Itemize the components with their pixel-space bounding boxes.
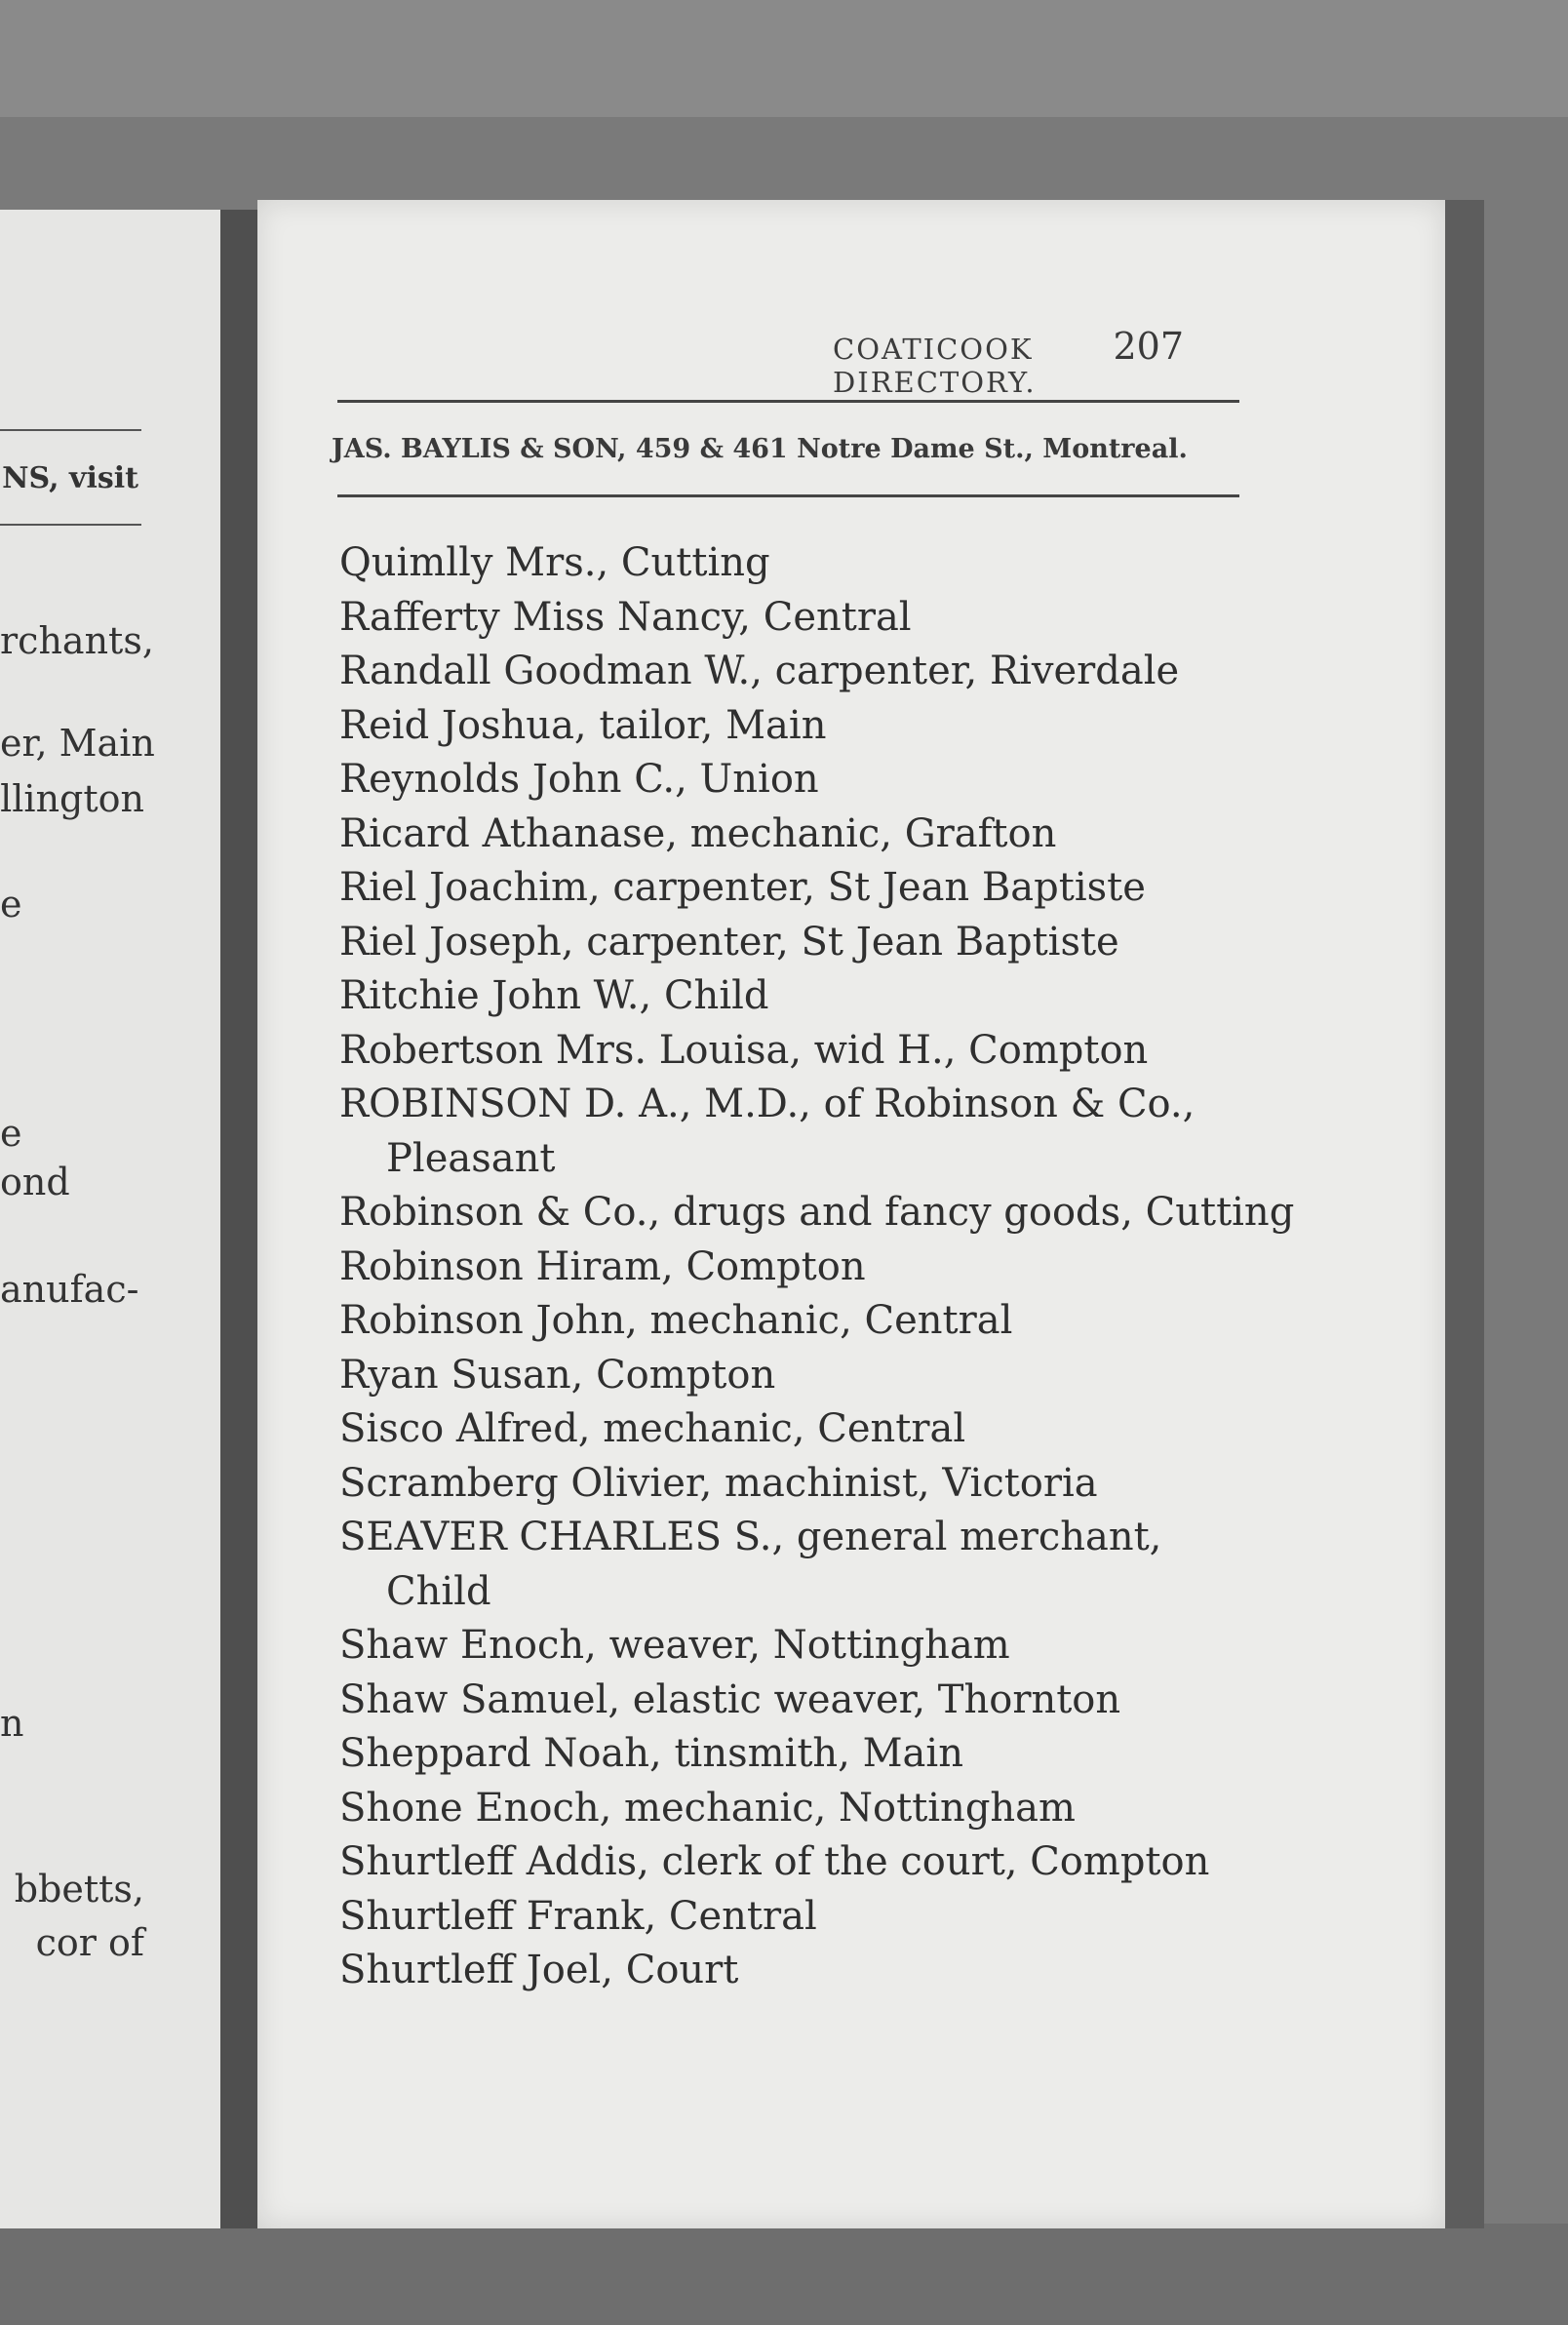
directory-entry: Shurtleff Frank, Central: [339, 1893, 817, 1939]
directory-entry: Ritchie John W., Child: [339, 973, 769, 1018]
directory-entry: ROBINSON D. A., M.D., of Robinson & Co.,: [339, 1082, 1196, 1126]
directory-entry: Reynolds John C., Union: [339, 757, 819, 802]
directory-entry: Ricard Athanase, mechanic, Grafton: [339, 810, 1057, 856]
directory-entry: Shaw Enoch, weaver, Nottingham: [339, 1623, 1010, 1668]
previous-page-text: e: [0, 883, 22, 926]
directory-entry: Shurtleff Addis, clerk of the court, Compton: [339, 1839, 1210, 1884]
header-top-rule: [337, 400, 1239, 403]
previous-page-text: ond: [0, 1161, 70, 1203]
book-gutter: [220, 210, 259, 2228]
directory-entry: Sheppard Noah, tinsmith, Main: [339, 1731, 963, 1776]
directory-entry: Robinson & Co., drugs and fancy goods, Cutting: [339, 1190, 1295, 1235]
directory-entries: [339, 536, 1295, 1998]
directory-entry: Reid Joshua, tailor, Main: [339, 702, 827, 748]
previous-page-text: rchants,: [0, 619, 154, 662]
previous-page-text: n: [0, 1702, 24, 1745]
directory-entry: Shurtleff Joel, Court: [339, 1948, 739, 1992]
running-title: COATICOOK DIRECTORY.: [833, 333, 1037, 399]
directory-page: [257, 200, 1445, 2228]
directory-entry: Robinson John, mechanic, Central: [339, 1298, 1013, 1343]
directory-entry: Sisco Alfred, mechanic, Central: [339, 1406, 966, 1451]
page-edge-shadow: [1445, 200, 1484, 2228]
scan-background-top: [0, 0, 1568, 117]
directory-entry: Robertson Mrs. Louisa, wid H., Compton: [339, 1027, 1149, 1073]
scan-background-bottom: [0, 2224, 1568, 2325]
previous-page-text: bbetts,: [14, 1868, 144, 1911]
directory-entry: Shaw Samuel, elastic weaver, Thornton: [339, 1676, 1121, 1722]
directory-entry: Quimlly Mrs., Cutting: [339, 540, 770, 585]
previous-page-text: anufac-: [0, 1268, 139, 1311]
directory-entry: Robinson Hiram, Compton: [339, 1243, 866, 1289]
previous-page-top-rule: [0, 429, 141, 431]
directory-entry: Randall Goodman W., carpenter, Riverdale: [339, 649, 1180, 693]
directory-entry: Ryan Susan, Compton: [339, 1352, 776, 1398]
directory-entry: SEAVER CHARLES S., general merchant,: [339, 1515, 1162, 1559]
directory-entry: Riel Joachim, carpenter, St Jean Baptiste: [339, 865, 1146, 910]
previous-page-text: e: [0, 1112, 22, 1155]
page-number: 207: [1113, 325, 1184, 368]
previous-page-advert-fragment: NS, visit: [2, 461, 138, 495]
previous-page-text: cor of: [35, 1921, 144, 1964]
previous-page-fragment: [0, 210, 220, 2228]
directory-entry-continuation: Child: [386, 1568, 491, 1614]
previous-page-bottom-rule: [0, 524, 141, 526]
directory-entry: Shone Enoch, mechanic, Nottingham: [339, 1785, 1076, 1831]
previous-page-text: er, Main: [0, 722, 155, 765]
directory-entry: Riel Joseph, carpenter, St Jean Baptiste: [339, 919, 1119, 965]
directory-entry-continuation: Pleasant: [386, 1135, 556, 1181]
advertisement-line: JAS. BAYLIS & SON, 459 & 461 Notre Dame St., Montreal.: [332, 434, 1188, 464]
directory-entry: Scramberg Olivier, machinist, Victoria: [339, 1460, 1098, 1506]
previous-page-text: llington: [0, 777, 144, 820]
running-head: [569, 325, 1184, 399]
directory-entry: Rafferty Miss Nancy, Central: [339, 594, 912, 640]
header-bottom-rule: [337, 494, 1239, 497]
